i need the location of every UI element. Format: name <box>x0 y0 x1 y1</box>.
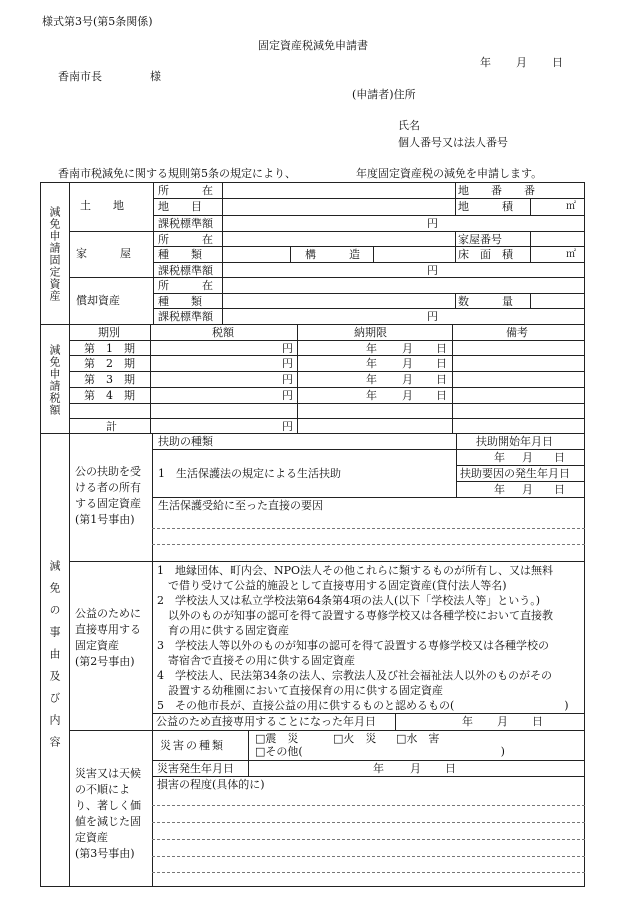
aid-start-year: 年 <box>494 451 505 464</box>
row-line <box>69 277 585 278</box>
house-structure-label: 構 造 <box>305 248 360 261</box>
public-use-month: 月 <box>497 715 508 728</box>
due-day: 日 <box>436 389 447 402</box>
dashed-entry-line <box>152 839 585 840</box>
due-month: 月 <box>402 373 413 386</box>
house-tax-base-label: 課税標準額 <box>158 264 213 277</box>
addressee: 香南市長 <box>58 70 102 83</box>
tax-period-2: 第 2 期 <box>84 357 135 370</box>
tax-total-yen-unit: 円 <box>282 420 293 433</box>
aid-cause-label: 生活保護受給に至った直接の要因 <box>158 499 323 512</box>
section-divider <box>40 324 585 325</box>
row-line <box>69 418 585 419</box>
reason2-item-line: 育の用に供する固定資産 <box>157 624 289 637</box>
disaster-option-fire[interactable]: □火 災 <box>333 732 377 745</box>
tax-header-period: 期別 <box>98 326 120 339</box>
reason2-item-line: 5 その他市長が、直接公益の用に供するものと認めるもの( ) <box>157 699 569 712</box>
depreciable-label: 償却資産 <box>76 294 120 307</box>
house-label: 家 屋 <box>76 247 131 260</box>
depreciable-yen-unit: 円 <box>427 310 438 323</box>
reason2-label-line: 直接専用する <box>75 623 141 636</box>
row-line <box>153 215 585 216</box>
reason3-label-line: り、著しく価 <box>75 799 141 812</box>
request-text-2: 年度固定資産税の減免を申請します。 <box>356 167 543 180</box>
tax-period-4: 第 4 期 <box>84 389 135 402</box>
disaster-type-label: 災害の種類 <box>160 739 225 752</box>
reason1-label-line: ける者の所有 <box>75 481 141 494</box>
public-use-year: 年 <box>462 715 473 728</box>
depreciable-quantity-label: 数 量 <box>458 295 513 308</box>
reason3-label-line: 定資産 <box>75 831 108 844</box>
column-line <box>248 730 249 776</box>
column-line <box>222 182 223 324</box>
tax-yen-unit: 円 <box>282 342 293 355</box>
tax-header-amount: 税額 <box>212 326 234 339</box>
aid-start-date-label: 扶助開始年月日 <box>476 435 553 448</box>
due-year: 年 <box>366 389 377 402</box>
reason1-label-line: する固定資産 <box>75 497 141 510</box>
due-year: 年 <box>366 373 377 386</box>
land-area-unit: ㎡ <box>566 201 576 212</box>
due-day: 日 <box>436 357 447 370</box>
reason2-item-line: 1 地縁団体、町内会、NPO法人その他これらに類するものが所有し、又は無料 <box>157 564 554 577</box>
reason2-label-line: 固定資産 <box>75 639 119 652</box>
form-title: 固定資産税減免申請書 <box>258 39 368 52</box>
due-day: 日 <box>436 342 447 355</box>
house-yen-unit: 円 <box>427 264 438 277</box>
land-yen-unit: 円 <box>427 217 438 230</box>
disaster-month: 月 <box>410 762 421 775</box>
dashed-entry-line <box>152 805 585 806</box>
row-line <box>153 293 585 294</box>
column-line <box>152 433 153 886</box>
reason1-label-line: (第1号事由) <box>75 513 135 526</box>
column-line <box>395 713 396 730</box>
column-line <box>455 293 456 308</box>
row-line <box>152 497 585 498</box>
row-line <box>152 713 585 714</box>
reason3-label-line: の不順によ <box>75 783 130 796</box>
aid-type-label: 扶助の種類 <box>158 435 213 448</box>
row-line <box>152 760 585 761</box>
row-line <box>456 481 585 482</box>
due-year: 年 <box>366 342 377 355</box>
depreciable-tax-base-label: 課税標準額 <box>158 310 213 323</box>
table-right-border <box>584 182 585 886</box>
row-line <box>153 308 585 309</box>
reason2-item-line: で借り受けて公益的施設として直接専用する固定資産(貸付法人等名) <box>157 579 507 592</box>
aid-cause-date-label: 扶助要因の発生年月日 <box>460 467 570 480</box>
tax-section-label: 減免申請税額 <box>48 344 61 416</box>
aid-cause-day: 日 <box>554 483 565 496</box>
table-top-border <box>40 182 585 183</box>
row-line <box>152 776 585 777</box>
reason2-item-line: 4 学校法人、民法第34条の法人、宗教法人及び社会福祉法人以外のものがその <box>157 669 552 682</box>
assets-section-label: 減免申請固定資産 <box>48 206 61 302</box>
reason2-item-line: 以外のものが知事の認可を得て設置する専修学校又は各種学校において直接教 <box>157 609 553 622</box>
column-line <box>455 182 456 216</box>
house-type-label: 種 類 <box>158 248 202 261</box>
subsection-divider <box>69 730 585 731</box>
table-bottom-border <box>40 886 585 887</box>
row-line <box>69 371 585 372</box>
aid-cause-month: 月 <box>522 483 533 496</box>
due-month: 月 <box>402 389 413 402</box>
column-line <box>153 182 154 324</box>
reason3-label-line: (第3号事由) <box>75 847 135 860</box>
section-divider <box>40 433 585 434</box>
dashed-entry-line <box>152 528 585 529</box>
row-line <box>69 403 585 404</box>
due-year: 年 <box>366 357 377 370</box>
tax-header-due: 納期限 <box>354 326 387 339</box>
tax-period-1: 第 1 期 <box>84 342 135 355</box>
aid-start-month: 月 <box>522 451 533 464</box>
public-use-date-label: 公益のため直接専用することになった年月日 <box>156 715 376 728</box>
due-day: 日 <box>436 373 447 386</box>
reason2-item-line: 設置する幼稚園において直接保育の用に供する固定資産 <box>157 684 443 697</box>
reason2-item-line: 寄宿舎で直接その用に供する固定資産 <box>157 654 355 667</box>
damage-extent-label: 損害の程度(具体的に) <box>157 778 265 791</box>
addressee-suffix: 様 <box>150 70 161 83</box>
aid-start-day: 日 <box>554 451 565 464</box>
reasons-section-label: 減免の事由及び内容 <box>48 560 61 758</box>
row-line <box>456 465 585 466</box>
tax-period-3: 第 3 期 <box>84 373 135 386</box>
form-number: 様式第3号(第5条関係) <box>42 15 153 28</box>
reason3-label-line: 災害又は天候 <box>75 767 141 780</box>
reason2-item-line: 2 学校法人又は私立学校法第64条第4項の法人(以下「学校法人等」という。) <box>157 594 541 607</box>
house-area-unit: ㎡ <box>566 249 576 260</box>
column-line <box>373 246 374 262</box>
row-line <box>69 387 585 388</box>
request-text: 香南市税減免に関する規則第5条の規定により、 <box>58 167 296 180</box>
depreciable-type-label: 種 類 <box>158 295 202 308</box>
depreciable-location-label: 所 在 <box>158 279 213 292</box>
disaster-option-other[interactable]: □その他( ) <box>255 745 505 758</box>
reason3-label-line: 値を減じた固 <box>75 815 141 828</box>
row-line <box>153 262 585 263</box>
date-year: 年 <box>480 56 491 69</box>
date-day: 日 <box>552 56 563 69</box>
land-location-label: 所 在 <box>158 184 213 197</box>
tax-total-label: 計 <box>106 420 117 433</box>
public-use-day: 日 <box>532 715 543 728</box>
aid-cause-year: 年 <box>494 483 505 496</box>
disaster-year: 年 <box>373 762 384 775</box>
dashed-entry-line <box>152 856 585 857</box>
row-line <box>69 231 585 232</box>
house-floor-area-label: 床 面 積 <box>458 248 513 261</box>
land-lot-number-label: 地 番 番 <box>458 184 535 197</box>
dashed-entry-line <box>152 544 585 545</box>
tax-header-notes: 備考 <box>506 326 528 339</box>
land-tax-base-label: 課税標準額 <box>158 217 213 230</box>
reason1-label-line: 公の扶助を受 <box>75 465 141 478</box>
row-line <box>69 340 585 341</box>
land-category-label: 地 目 <box>158 200 202 213</box>
column-line <box>530 293 531 308</box>
tax-yen-unit: 円 <box>282 373 293 386</box>
column-line <box>530 198 531 215</box>
house-location-label: 所 在 <box>158 233 213 246</box>
aid-item-livelihood: 1 生活保護法の規定による生活扶助 <box>158 467 341 480</box>
disaster-option-earthquake[interactable]: □震 災 <box>255 732 299 745</box>
tax-yen-unit: 円 <box>282 357 293 370</box>
section-label-divider <box>69 182 70 886</box>
land-label: 土 地 <box>80 199 124 212</box>
subsection-divider <box>69 561 585 562</box>
disaster-option-flood[interactable]: □水 害 <box>396 732 440 745</box>
dashed-entry-line <box>152 822 585 823</box>
disaster-day: 日 <box>445 762 456 775</box>
row-line <box>152 449 585 450</box>
due-month: 月 <box>402 357 413 370</box>
row-line <box>153 198 585 199</box>
applicant-number-label: 個人番号又は法人番号 <box>398 136 508 149</box>
row-line <box>153 246 585 247</box>
land-area-label: 地 積 <box>458 200 513 213</box>
column-line <box>290 246 291 262</box>
house-number-label: 家屋番号 <box>458 233 502 246</box>
dashed-entry-line <box>152 872 585 873</box>
table-left-border <box>40 182 41 886</box>
reason2-item-line: 3 学校法人等以外のものが知事の認可を得て設置する専修学校又は各種学校の <box>157 639 549 652</box>
applicant-name-label: 氏名 <box>398 119 420 132</box>
row-line <box>69 355 585 356</box>
disaster-date-label: 災害発生年月日 <box>157 762 234 775</box>
tax-yen-unit: 円 <box>282 389 293 402</box>
due-month: 月 <box>402 342 413 355</box>
reason2-label-line: (第2号事由) <box>75 655 135 668</box>
reason2-label-line: 公益のために <box>75 607 141 620</box>
applicant-address-label: (申請者)住所 <box>352 88 416 101</box>
date-month: 月 <box>516 56 527 69</box>
